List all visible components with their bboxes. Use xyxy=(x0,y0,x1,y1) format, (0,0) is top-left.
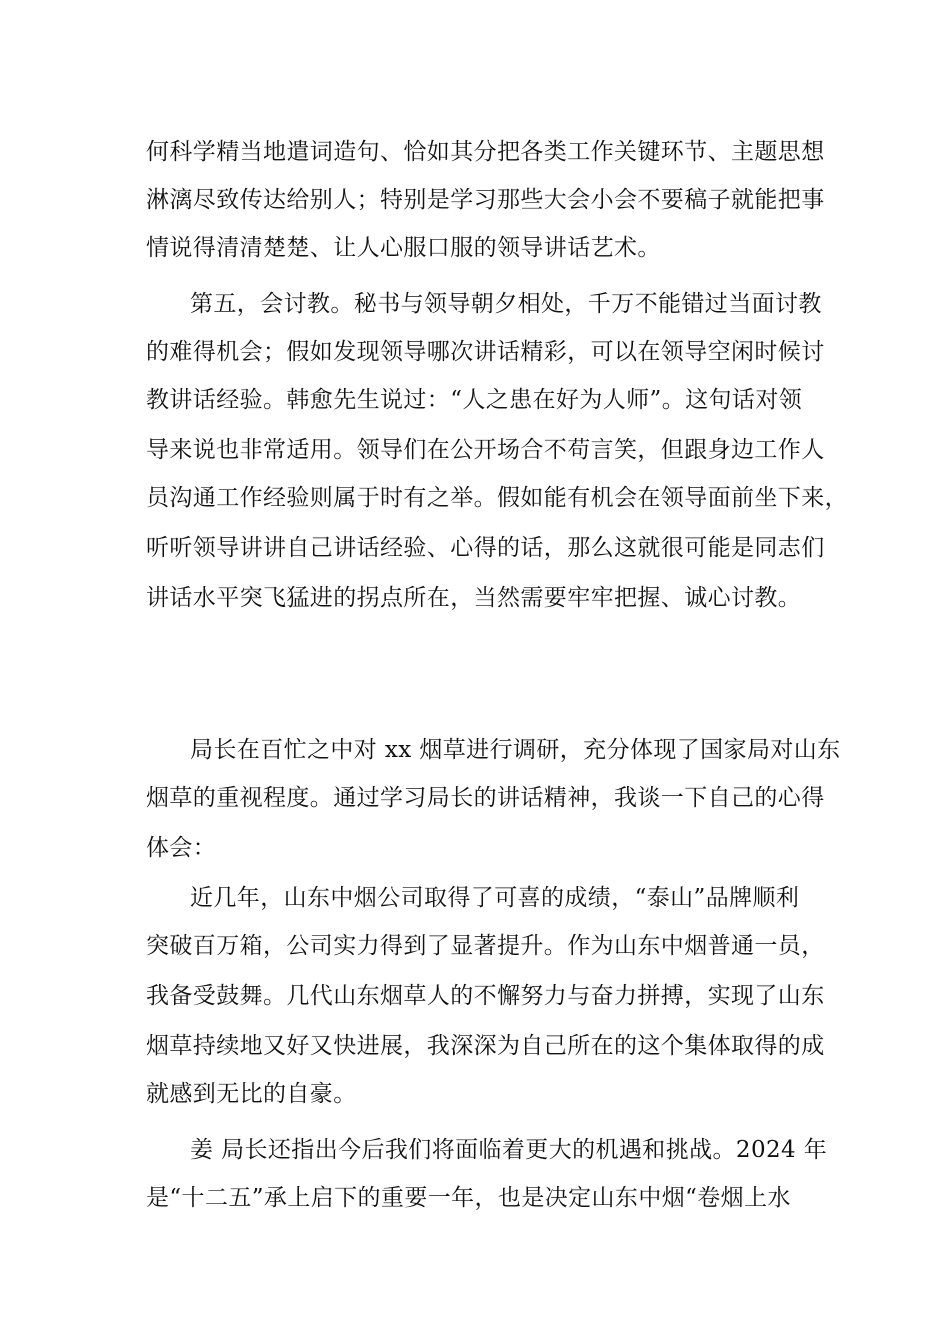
text-line: 何科学精当地遣词造句、恰如其分把各类工作关键环节、主题思想 xyxy=(146,139,825,165)
text-line: 第五，会讨教。秘书与领导朝夕相处，千万不能错过当面讨教 xyxy=(190,291,822,317)
text-line: 听听领导讲讲自己讲话经验、心得的话，那么这就很可能是同志们 xyxy=(146,535,825,561)
text-line: 近几年，山东中烟公司取得了可喜的成绩，“泰山”品牌顺利 xyxy=(190,885,800,911)
text-line: 烟草持续地又好又快进展，我深深为自己所在的这个集体取得的成 xyxy=(146,1033,825,1059)
text-line: 是“十二五”承上启下的重要一年，也是决定山东中烟“卷烟上水 xyxy=(146,1185,791,1211)
text-line: 突破百万箱，公司实力得到了显著提升。作为山东中烟普通一员， xyxy=(146,933,825,959)
text-line: 就感到无比的自豪。 xyxy=(146,1081,357,1107)
text-line: 局长在百忙之中对 xx 烟草进行调研，充分体现了国家局对山东 xyxy=(190,737,841,763)
text-line: 员沟通工作经验则属于时有之举。假如能有机会在领导面前坐下来， xyxy=(146,485,848,511)
text-line: 体会： xyxy=(146,835,217,861)
text-line: 的难得机会；假如发现领导哪次讲话精彩，可以在领导空闲时候讨 xyxy=(146,339,825,365)
text-line: 淋漓尽致传达给别人；特别是学习那些大会小会不要稿子就能把事 xyxy=(146,187,825,213)
text-line: 烟草的重视程度。通过学习局长的讲话精神，我谈一下自己的心得 xyxy=(146,785,825,811)
text-line: 情说得清清楚楚、让人心服口服的领导讲话艺术。 xyxy=(146,235,661,261)
text-line: 姜 局长还指出今后我们将面临着更大的机遇和挑战。2024 年 xyxy=(190,1137,828,1163)
text-line: 教讲话经验。韩愈先生说过：“人之患在好为人师”。这句话对领 xyxy=(146,387,803,413)
text-line: 讲话水平突飞猛进的拐点所在，当然需要牢牢把握、诚心讨教。 xyxy=(146,585,802,611)
text-line: 导来说也非常适用。领导们在公开场合不苟言笑，但跟身边工作人 xyxy=(146,437,825,463)
text-line: 我备受鼓舞。几代山东烟草人的不懈努力与奋力拼搏，实现了山东 xyxy=(146,983,825,1009)
